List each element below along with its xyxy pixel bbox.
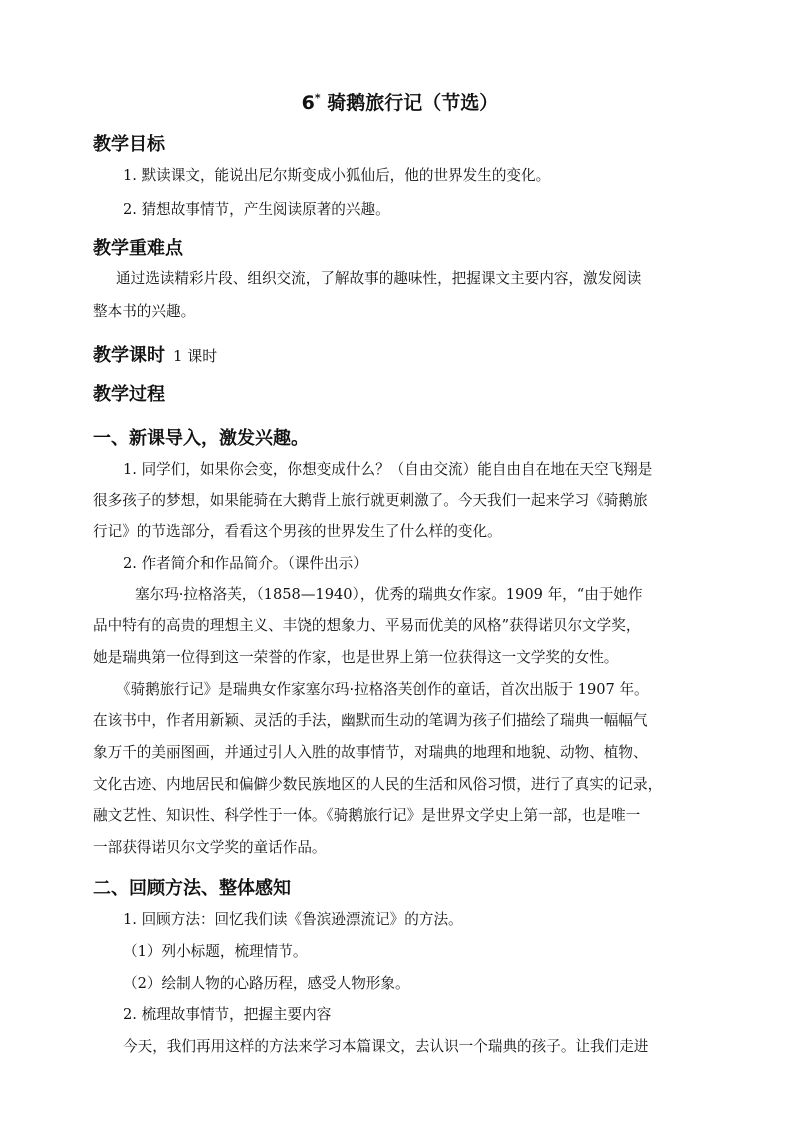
lesson-title-text: 骑鹅旅行记（节选） [327,92,499,114]
part1-p4-line6: 一部获得诺贝尔文学奖的童话作品。 [93,839,327,856]
goal-heading: 教学目标 [93,134,165,155]
key-line-2: 整本书的兴趣。 [93,303,196,320]
part1-p4-line1: 《骑鹅旅行记》是瑞典女作家塞尔玛·拉格洛芙创作的童话，首次出版于 1907 年。 [116,681,649,698]
process-heading: 教学过程 [93,384,165,405]
part2-p3: （2）绘制人物的心路历程，感受人物形象。 [123,975,410,992]
part1-p4-line3: 象万千的美丽图画，并通过引人入胜的故事情节，对瑞典的地理和地貌、动物、植物、 [93,744,648,761]
part1-p3-line2: 品中特有的高贵的理想主义、丰饶的想象力、平易而优美的风格”获得诺贝尔文学奖， [93,617,641,634]
part1-p4-line4: 文化古迹、内地居民和偏僻少数民族地区的人民的生活和风俗习惯，进行了真实的记录， [93,776,663,793]
part2-p5: 今天，我们再用这样的方法来学习本篇课文，去认识一个瑞典的孩子。让我们走进 [123,1038,649,1055]
part2-heading: 二、回顾方法、整体感知 [93,878,291,899]
goal-item-1: 1. 默读课文，能说出尼尔斯变成小狐仙后，他的世界发生的变化。 [123,167,551,184]
lesson-number: 6 [301,92,315,114]
time-heading-label: 教学课时 [93,345,165,366]
key-line-1: 通过选读精彩片段、组织交流，了解故事的趣味性，把握课文主要内容，激发阅读 [116,270,642,287]
part1-p1-line1: 1. 同学们，如果你会变，你想变成什么？（自由交流）能自由自在地在天空飞翔是 [123,461,653,478]
part1-p3-line3: 她是瑞典第一位得到这一荣誉的作家，也是世界上第一位获得这一文学奖的女性。 [93,649,619,666]
key-heading: 教学重难点 [93,238,183,259]
page-title [0,88,800,115]
part2-p2: （1）列小标题，梳理情节。 [123,943,308,960]
part1-heading: 一、新课导入，激发兴趣。 [93,428,309,449]
goal-item-2: 2. 猜想故事情节，产生阅读原著的兴趣。 [123,201,390,218]
part1-p2: 2. 作者简介和作品简介。（课件出示） [123,555,368,572]
part1-p4-line2: 在该书中，作者用新颖、灵活的手法，幽默而生动的笔调为孩子们描绘了瑞典一幅幅气 [93,712,648,729]
part2-p1: 1. 回顾方法：回忆我们读《鲁滨逊漂流记》的方法。 [123,911,463,928]
lesson-star: * [314,91,321,105]
part2-p4: 2. 梳理故事情节，把握主要内容 [123,1006,332,1023]
part1-p1-line3: 行记》的节选部分，看看这个男孩的世界发生了什么样的变化。 [93,523,502,540]
time-value: 1 课时 [173,347,218,365]
part1-p1-line2: 很多孩子的梦想，如果能骑在大鹅背上旅行就更刺激了。今天我们一起来学习《骑鹅旅 [93,492,648,509]
part1-p3-line1: 塞尔玛·拉格洛芙，（1858—1940），优秀的瑞典女作家。1909 年，“由于她作 [135,586,643,603]
time-heading [93,341,217,367]
part1-p4-line5: 融文艺性、知识性、科学性于一体。《骑鹅旅行记》是世界文学史上第一部，也是唯一 [93,807,641,824]
